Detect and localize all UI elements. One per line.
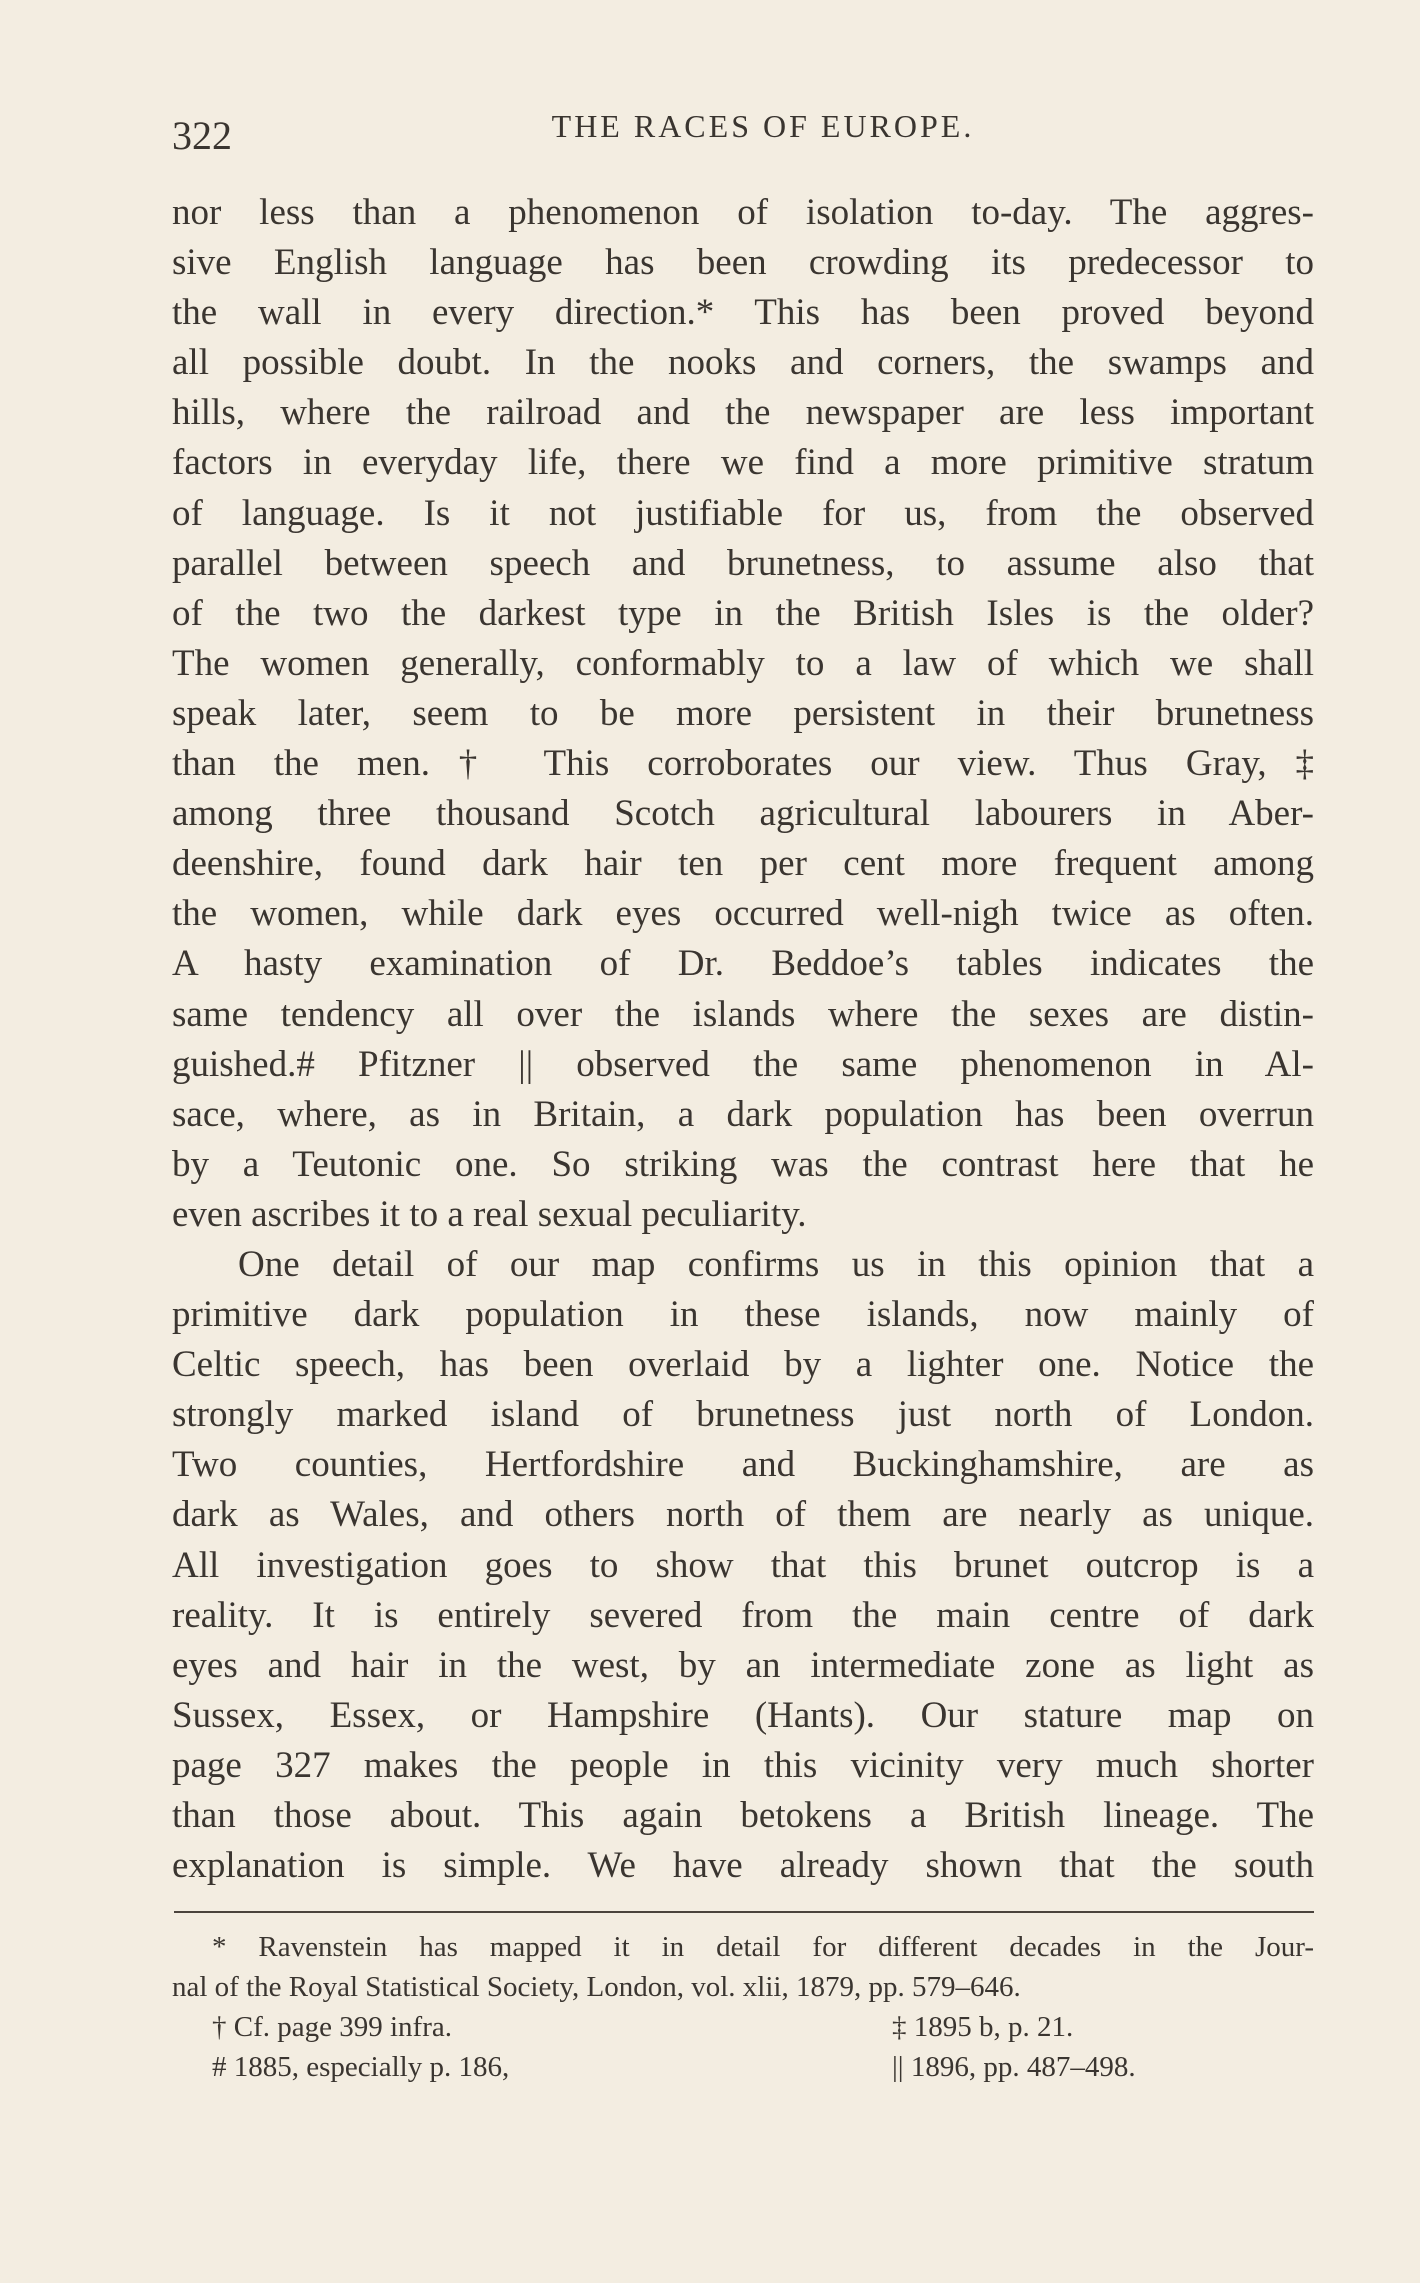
- running-title: THE RACES OF EUROPE.: [551, 108, 975, 144]
- text-line: Celtic speech, has been overlaid by a lighter one. Notice the: [172, 1344, 1314, 1386]
- footnote-parallel: || 1896, pp. 487–498.: [892, 2051, 1136, 2083]
- text-line: than the men.† This corroborates our view. Thus Gray,‡: [172, 743, 1314, 785]
- footnote-hash: # 1885, especially p. 186,: [212, 2051, 510, 2083]
- footnote-divider: [174, 1911, 1314, 1913]
- text-line: strongly marked island of brunetness just north of London.: [172, 1394, 1314, 1436]
- text-line: same tendency all over the islands where the sexes are distin-: [172, 993, 1314, 1035]
- text-line: by a Teutonic one. So striking was the contrast here that he: [172, 1143, 1314, 1185]
- text-line: Two counties, Hertfordshire and Buckinghamshire, are as: [172, 1444, 1314, 1486]
- text-line: All investigation goes to show that this brunet outcrop is a: [172, 1544, 1314, 1586]
- text-line: dark as Wales, and others north of them are nearly as unique.: [172, 1494, 1314, 1536]
- page-number: 322: [172, 113, 232, 158]
- footnote-dagger: † Cf. page 399 infra.: [212, 2011, 452, 2043]
- text-line: nor less than a phenomenon of isolation to-day. The aggres-: [172, 192, 1314, 233]
- text-line: Sussex, Essex, or Hampshire (Hants). Our stature map on: [172, 1694, 1314, 1736]
- text-line: reality. It is entirely severed from the main centre of dark: [172, 1594, 1314, 1636]
- text-line: hills, where the railroad and the newspaper are less important: [172, 392, 1314, 434]
- text-line: eyes and hair in the west, by an intermediate zone as light as: [172, 1644, 1314, 1686]
- footnote-row: [172, 2047, 1314, 2087]
- footnote-row: [172, 2007, 1314, 2047]
- text-line: page 327 makes the people in this vicinity very much shorter: [172, 1744, 1314, 1786]
- text-line: sive English language has been crowding its predecessor to: [172, 242, 1314, 284]
- text-line: of the two the darkest type in the British Isles is the older?: [172, 592, 1314, 634]
- footnote-star-continued: nal of the Royal Statistical Society, London, vol. xlii, 1879, pp. 579–646.: [172, 1971, 1021, 2003]
- footnote-star: * Ravenstein has mapped it in detail for different decades in the Jour-: [212, 1931, 1314, 1963]
- text-line: A hasty examination of Dr. Beddoe’s tables indicates the: [172, 943, 1314, 985]
- text-line: parallel between speech and brunetness, to assume also that: [172, 542, 1314, 584]
- text-line: of language. Is it not justifiable for us, from the observed: [172, 492, 1314, 534]
- page-header: [172, 108, 1314, 158]
- text-line: One detail of our map confirms us in this opinion that a: [238, 1243, 1314, 1285]
- text-line: among three thousand Scotch agricultural labourers in Aber-: [172, 793, 1314, 835]
- text-line: even ascribes it to a real sexual peculiarity.: [172, 1193, 807, 1235]
- text-line: all possible doubt. In the nooks and corners, the swamps and: [172, 342, 1314, 384]
- text-line: the wall in every direction.* This has been proved beyond: [172, 292, 1314, 334]
- footnote-double-dagger: ‡ 1895 b, p. 21.: [892, 2011, 1074, 2043]
- text-line: than those about. This again betokens a British lineage. The: [172, 1795, 1314, 1836]
- body-text: [172, 188, 1314, 1891]
- text-line: guished.# Pfitzner || observed the same phenomenon in Al-: [172, 1043, 1314, 1085]
- text-line: the women, while dark eyes occurred well-nigh twice as often.: [172, 893, 1314, 935]
- text-line: deenshire, found dark hair ten per cent more frequent among: [172, 843, 1314, 885]
- text-line: explanation is simple. We have already shown that the south: [172, 1845, 1314, 1887]
- text-line: The women generally, conformably to a law of which we shall: [172, 642, 1314, 684]
- footnotes: [172, 1927, 1314, 2087]
- text-line: sace, where, as in Britain, a dark population has been overrun: [172, 1093, 1314, 1135]
- text-line: primitive dark population in these islands, now mainly of: [172, 1294, 1314, 1336]
- text-line: factors in everyday life, there we find a more primitive stratum: [172, 442, 1314, 484]
- text-line: speak later, seem to be more persistent in their brunetness: [172, 692, 1314, 734]
